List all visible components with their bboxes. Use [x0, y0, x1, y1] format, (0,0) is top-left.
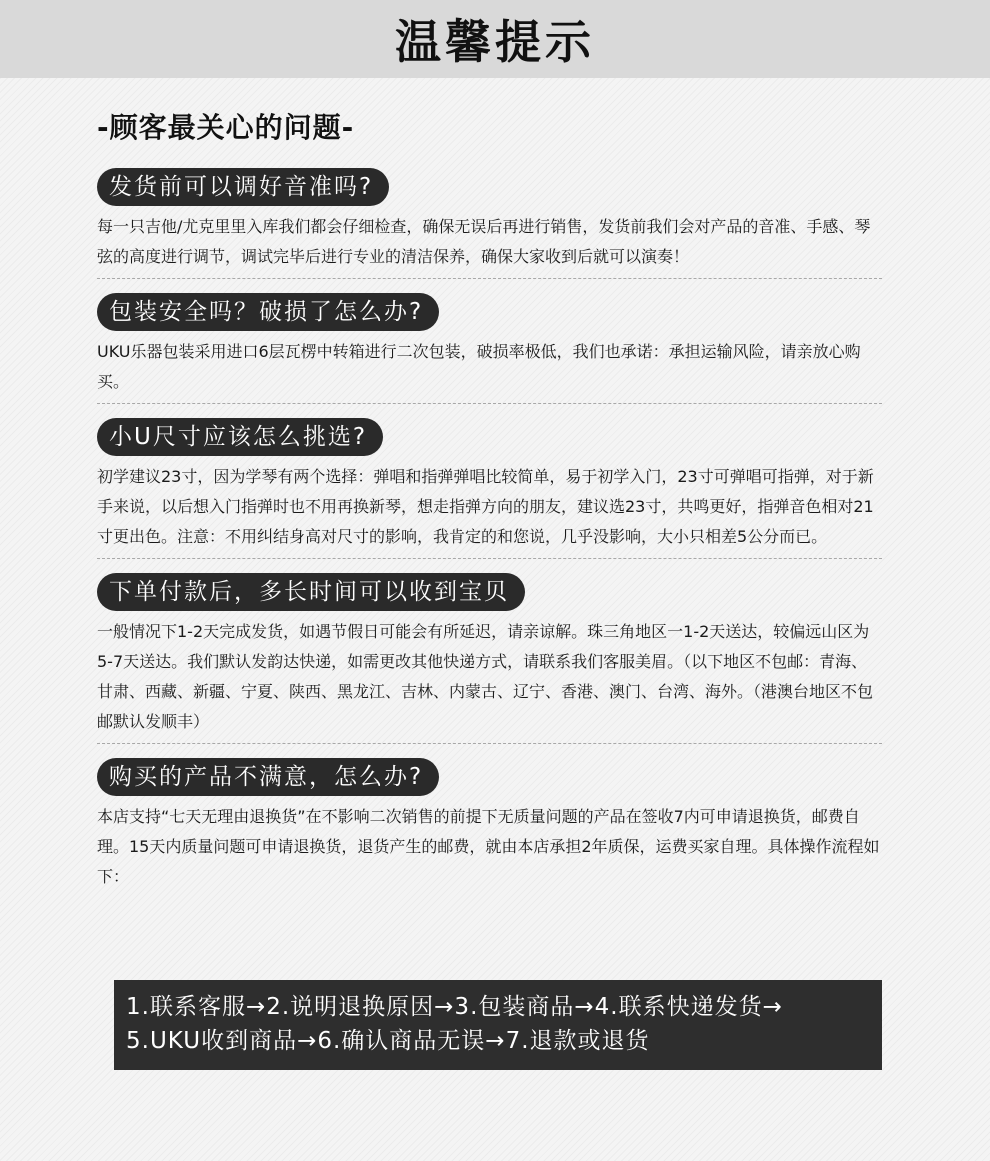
faq-question: 购买的产品不满意，怎么办?	[97, 758, 439, 796]
page-title: 温馨提示	[395, 15, 595, 69]
faq-question: 小U尺寸应该怎么挑选?	[97, 418, 383, 456]
faq-content	[97, 106, 897, 912]
faq-answer: UKU乐器包装采用进口6层瓦楞中转箱进行二次包装，破损率极低，我们也承诺：承担运输风险，请亲放心购买。	[97, 337, 882, 404]
faq-item-packaging	[97, 293, 897, 404]
faq-item-shipping	[97, 573, 897, 744]
return-process-box	[114, 980, 882, 1070]
faq-answer: 初学建议23寸，因为学琴有两个选择：弹唱和指弹弹唱比较简单，易于初学入门，23寸可弹唱可指弹，对于新手来说，以后想入门指弹时也不用再换新琴，想走指弹方向的朋友，建议选23寸，共鸣更好，指弹音色相对21寸更出色。注意：不用纠结身高对尺寸的影响，我肯定的和您说，几乎没影响，大小只相差5公分而已。	[97, 462, 882, 559]
faq-question: 发货前可以调好音准吗?	[97, 168, 389, 206]
faq-item-tuning	[97, 168, 897, 279]
faq-answer: 一般情况下1-2天完成发货，如遇节假日可能会有所延迟，请亲谅解。珠三角地区一1-2天送达，较偏远山区为5-7天送达。我们默认发韵达快递，如需更改其他快递方式，请联系我们客服美眉。（以下地区不包邮：青海、甘肃、西藏、新疆、宁夏、陕西、黑龙江、吉林、内蒙古、辽宁、香港、澳门、台湾、海外。（港澳台地区不包邮默认发顺丰）	[97, 617, 882, 744]
faq-item-size	[97, 418, 897, 559]
section-heading: -顾客最关心的问题-	[97, 111, 355, 144]
faq-answer: 本店支持“七天无理由退换货”在不影响二次销售的前提下无质量问题的产品在签收7内可申请退换货，邮费自理。15天内质量问题可申请退换货，退货产生的邮费，就由本店承担2年质保，运费买家自理。具体操作流程如下：	[97, 807, 880, 886]
process-steps-line-1: 1.联系客服→2.说明退换原因→3.包装商品→4.联系快递发货→	[126, 994, 783, 1020]
faq-answer: 每一只吉他/尤克里里入库我们都会仔细检查，确保无误后再进行销售，发货前我们会对产品的音准、手感、琴弦的高度进行调节，调试完毕后进行专业的清洁保养，确保大家收到后就可以演奏！	[97, 212, 882, 279]
faq-question: 包装安全吗？破损了怎么办?	[97, 293, 439, 331]
process-steps-line-2: 5.UKU收到商品→6.确认商品无误→7.退款或退货	[126, 1028, 650, 1054]
header-banner	[0, 0, 990, 78]
faq-question: 下单付款后，多长时间可以收到宝贝	[97, 573, 525, 611]
faq-item-returns	[97, 758, 897, 898]
